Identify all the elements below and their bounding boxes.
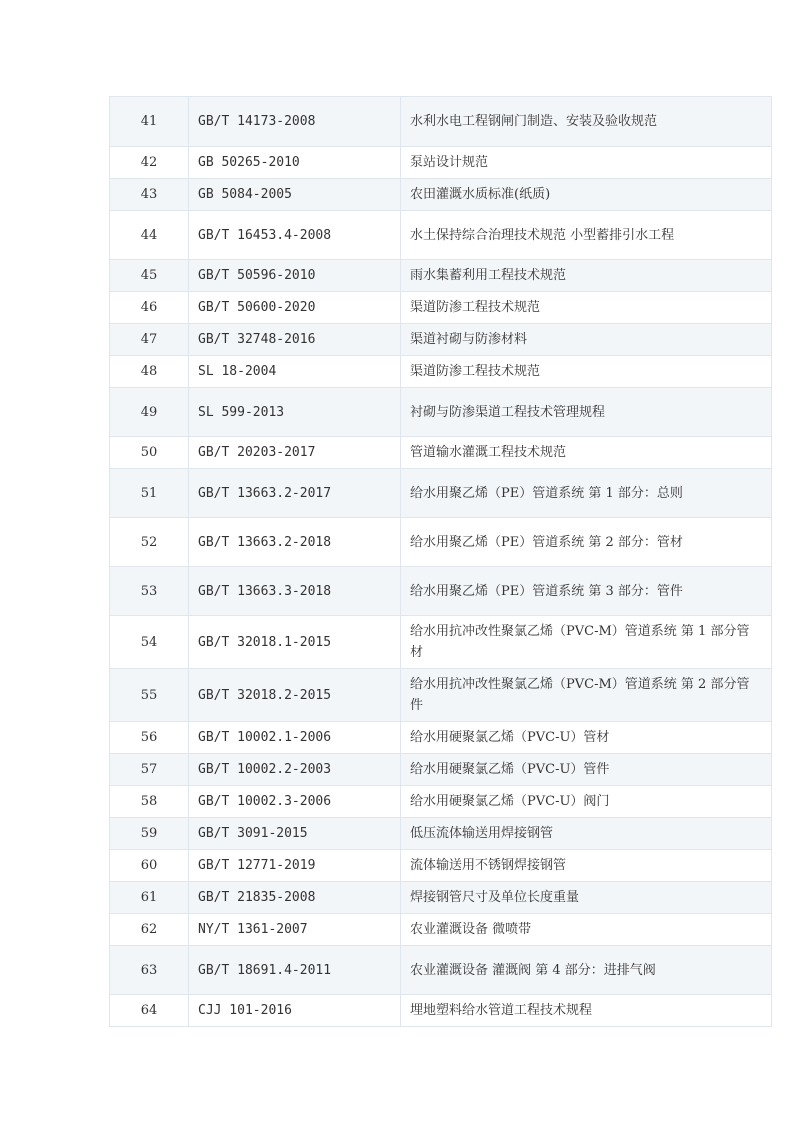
- standard-name: 雨水集蓄利用工程技术规范: [401, 260, 772, 292]
- standard-name: 给水用聚乙烯（PE）管道系统 第 1 部分：总则: [401, 469, 772, 518]
- row-number: 57: [110, 754, 189, 786]
- standard-code: GB/T 13663.2-2017: [189, 469, 401, 518]
- table-row: [110, 356, 772, 388]
- row-number: 41: [110, 97, 189, 147]
- standard-code: NY/T 1361-2007: [189, 914, 401, 946]
- row-number: 52: [110, 518, 189, 567]
- table-row: [110, 995, 772, 1027]
- standard-name: 衬砌与防渗渠道工程技术管理规程: [401, 388, 772, 437]
- row-number: 58: [110, 786, 189, 818]
- standard-code: GB 5084-2005: [189, 179, 401, 211]
- row-number: 46: [110, 292, 189, 324]
- row-number: 43: [110, 179, 189, 211]
- standard-name: 给水用抗冲改性聚氯乙烯（PVC-M）管道系统 第 2 部分管件: [401, 669, 772, 722]
- row-number: 64: [110, 995, 189, 1027]
- row-number: 60: [110, 850, 189, 882]
- table-row: [110, 97, 772, 147]
- row-number: 53: [110, 567, 189, 616]
- standard-name: 农业灌溉设备 微喷带: [401, 914, 772, 946]
- standard-code: GB/T 32748-2016: [189, 324, 401, 356]
- standard-name: 给水用聚乙烯（PE）管道系统 第 2 部分：管材: [401, 518, 772, 567]
- standards-table-body: [110, 97, 772, 1027]
- table-row: [110, 722, 772, 754]
- row-number: 45: [110, 260, 189, 292]
- standard-code: GB/T 12771-2019: [189, 850, 401, 882]
- standard-code: GB/T 32018.2-2015: [189, 669, 401, 722]
- standard-code: GB/T 50600-2020: [189, 292, 401, 324]
- standard-code: CJJ 101-2016: [189, 995, 401, 1027]
- table-row: [110, 437, 772, 469]
- standard-name: 给水用抗冲改性聚氯乙烯（PVC-M）管道系统 第 1 部分管材: [401, 616, 772, 669]
- row-number: 63: [110, 946, 189, 995]
- standard-name: 焊接钢管尺寸及单位长度重量: [401, 882, 772, 914]
- standard-code: GB/T 14173-2008: [189, 97, 401, 147]
- row-number: 47: [110, 324, 189, 356]
- table-row: [110, 567, 772, 616]
- standard-name: 给水用聚乙烯（PE）管道系统 第 3 部分：管件: [401, 567, 772, 616]
- standard-name: 给水用硬聚氯乙烯（PVC-U）管材: [401, 722, 772, 754]
- row-number: 54: [110, 616, 189, 669]
- table-row: [110, 179, 772, 211]
- row-number: 61: [110, 882, 189, 914]
- table-row: [110, 292, 772, 324]
- standard-name: 给水用硬聚氯乙烯（PVC-U）阀门: [401, 786, 772, 818]
- standard-name: 泵站设计规范: [401, 147, 772, 179]
- row-number: 44: [110, 211, 189, 260]
- standard-code: SL 599-2013: [189, 388, 401, 437]
- standard-code: GB/T 50596-2010: [189, 260, 401, 292]
- table-row: [110, 211, 772, 260]
- standard-name: 给水用硬聚氯乙烯（PVC-U）管件: [401, 754, 772, 786]
- standard-name: 渠道衬砌与防渗材料: [401, 324, 772, 356]
- table-row: [110, 818, 772, 850]
- row-number: 48: [110, 356, 189, 388]
- row-number: 62: [110, 914, 189, 946]
- table-row: [110, 616, 772, 669]
- standard-name: 渠道防渗工程技术规范: [401, 356, 772, 388]
- standard-code: GB/T 20203-2017: [189, 437, 401, 469]
- table-row: [110, 786, 772, 818]
- standard-code: GB/T 16453.4-2008: [189, 211, 401, 260]
- standard-code: GB/T 18691.4-2011: [189, 946, 401, 995]
- table-row: [110, 850, 772, 882]
- standard-name: 渠道防渗工程技术规范: [401, 292, 772, 324]
- table-row: [110, 260, 772, 292]
- standard-code: GB/T 10002.1-2006: [189, 722, 401, 754]
- standard-code: GB/T 21835-2008: [189, 882, 401, 914]
- row-number: 51: [110, 469, 189, 518]
- standard-code: GB 50265-2010: [189, 147, 401, 179]
- standard-name: 低压流体输送用焊接钢管: [401, 818, 772, 850]
- standard-name: 管道输水灌溉工程技术规范: [401, 437, 772, 469]
- table-row: [110, 469, 772, 518]
- row-number: 50: [110, 437, 189, 469]
- standards-table: [109, 96, 772, 1027]
- table-row: [110, 324, 772, 356]
- standard-code: GB/T 10002.3-2006: [189, 786, 401, 818]
- table-row: [110, 754, 772, 786]
- table-row: [110, 882, 772, 914]
- standard-name: 流体输送用不锈钢焊接钢管: [401, 850, 772, 882]
- standard-name: 埋地塑料给水管道工程技术规程: [401, 995, 772, 1027]
- standard-name: 水利水电工程钢闸门制造、安装及验收规范: [401, 97, 772, 147]
- table-row: [110, 147, 772, 179]
- table-row: [110, 518, 772, 567]
- table-row: [110, 914, 772, 946]
- standard-code: GB/T 3091-2015: [189, 818, 401, 850]
- standard-name: 水土保持综合治理技术规范 小型蓄排引水工程: [401, 211, 772, 260]
- row-number: 56: [110, 722, 189, 754]
- standard-code: GB/T 13663.3-2018: [189, 567, 401, 616]
- standard-code: SL 18-2004: [189, 356, 401, 388]
- row-number: 55: [110, 669, 189, 722]
- standard-code: GB/T 10002.2-2003: [189, 754, 401, 786]
- table-row: [110, 946, 772, 995]
- row-number: 49: [110, 388, 189, 437]
- standard-code: GB/T 32018.1-2015: [189, 616, 401, 669]
- standard-code: GB/T 13663.2-2018: [189, 518, 401, 567]
- row-number: 42: [110, 147, 189, 179]
- table-row: [110, 669, 772, 722]
- standard-name: 农业灌溉设备 灌溉阀 第 4 部分：进排气阀: [401, 946, 772, 995]
- row-number: 59: [110, 818, 189, 850]
- table-row: [110, 388, 772, 437]
- standard-name: 农田灌溉水质标准(纸质): [401, 179, 772, 211]
